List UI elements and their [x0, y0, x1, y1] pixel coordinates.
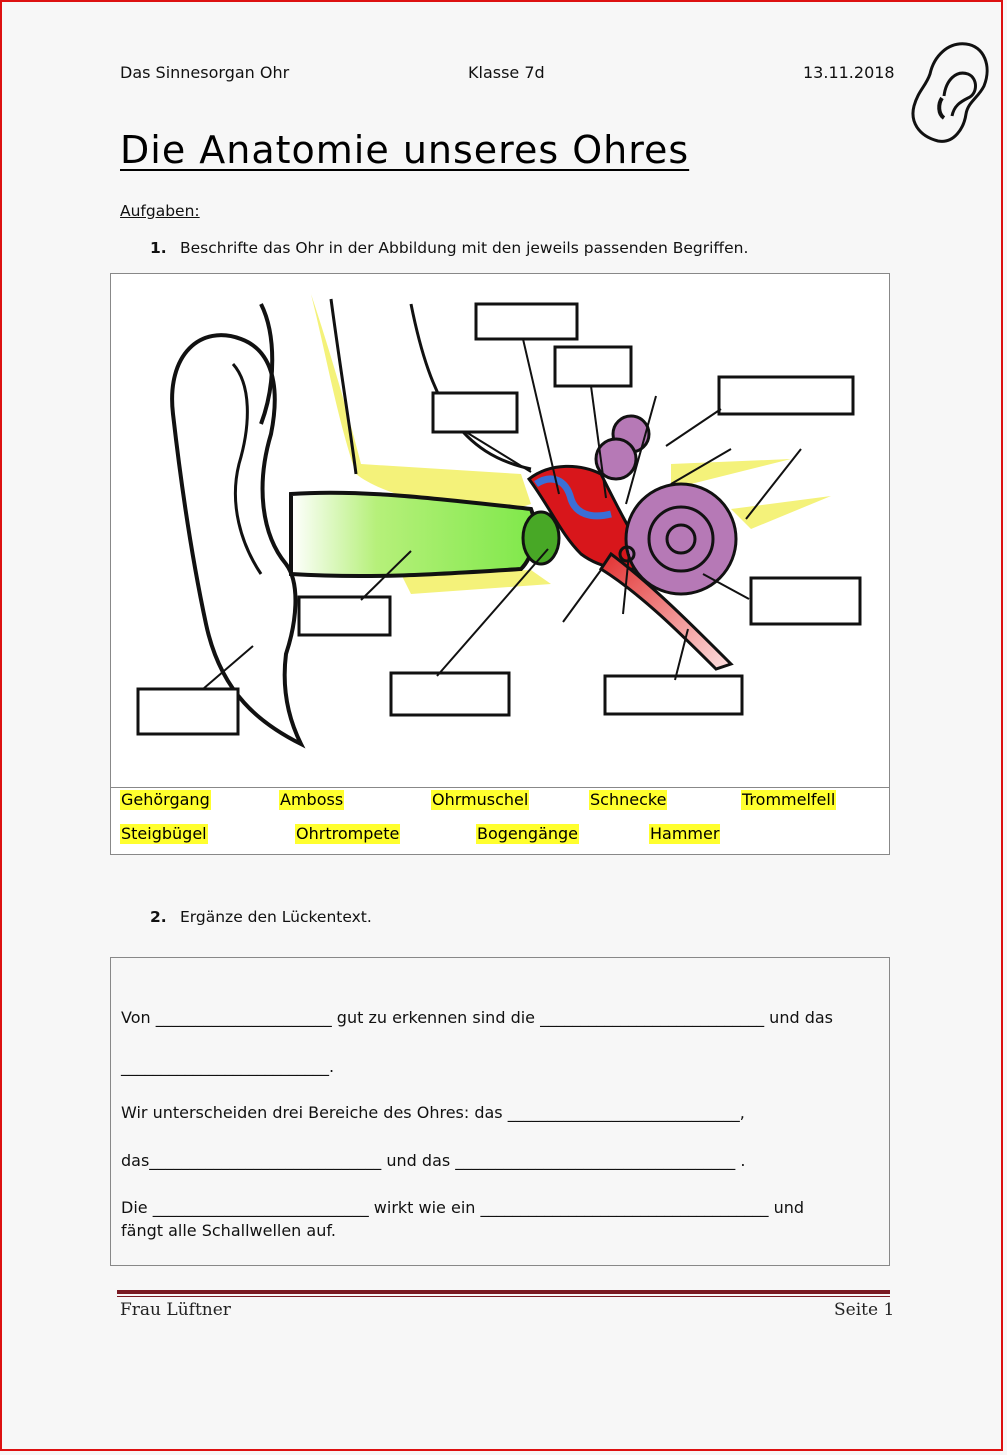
footer-page: Seite 1 — [834, 1300, 895, 1320]
task1-text: Beschrifte das Ohr in der Abbildung mit den jeweils passenden Begriffen. — [180, 239, 749, 257]
task2-text: Ergänze den Lückentext. — [180, 908, 372, 926]
footer-author: Frau Lüftner — [120, 1300, 231, 1320]
ear-icon — [908, 36, 992, 154]
cloze-line-3: Wir unterscheiden drei Bereiche des Ohres: das _____________________________, — [121, 1103, 745, 1122]
ear-anatomy-diagram — [111, 274, 889, 786]
header-date: 13.11.2018 — [803, 63, 895, 82]
word-schnecke: Schnecke — [590, 790, 667, 809]
task1 — [150, 239, 748, 257]
header-class: Klasse 7d — [468, 63, 545, 82]
diagram-panel — [110, 273, 890, 855]
cloze-line-5: Die ___________________________ wirkt wie ein ____________________________________ und — [121, 1198, 805, 1217]
tasks-label: Aufgaben: — [120, 202, 200, 220]
cloze-line-1: Von ______________________ gut zu erkennen sind die ____________________________ und das — [121, 1008, 833, 1027]
footer-rule-thin — [117, 1296, 890, 1297]
word-ohrtrompete: Ohrtrompete — [296, 824, 400, 843]
header-subject: Das Sinnesorgan Ohr — [120, 63, 290, 82]
task2-number: 2. — [150, 908, 167, 926]
cloze-line-6: fängt alle Schallwellen auf. — [121, 1221, 336, 1240]
word-bank-separator — [111, 787, 889, 788]
word-amboss: Amboss — [280, 790, 344, 809]
cloze-line-2: __________________________. — [121, 1057, 335, 1076]
word-steigbuegel: Steigbügel — [121, 824, 207, 843]
page-title: Die Anatomie unseres Ohres — [120, 128, 690, 172]
footer-rule — [117, 1290, 890, 1294]
word-gehoergang: Gehörgang — [121, 790, 210, 809]
word-hammer: Hammer — [650, 824, 720, 843]
task1-number: 1. — [150, 239, 167, 257]
word-bogengaenge: Bogengänge — [477, 824, 579, 843]
cloze-line-4: das_____________________________ und das ___________________________________ . — [121, 1151, 746, 1170]
cloze-text-box — [110, 957, 890, 1266]
word-trommelfell: Trommelfell — [742, 790, 836, 809]
word-ohrmuschel: Ohrmuschel — [432, 790, 529, 809]
task2 — [150, 908, 372, 926]
